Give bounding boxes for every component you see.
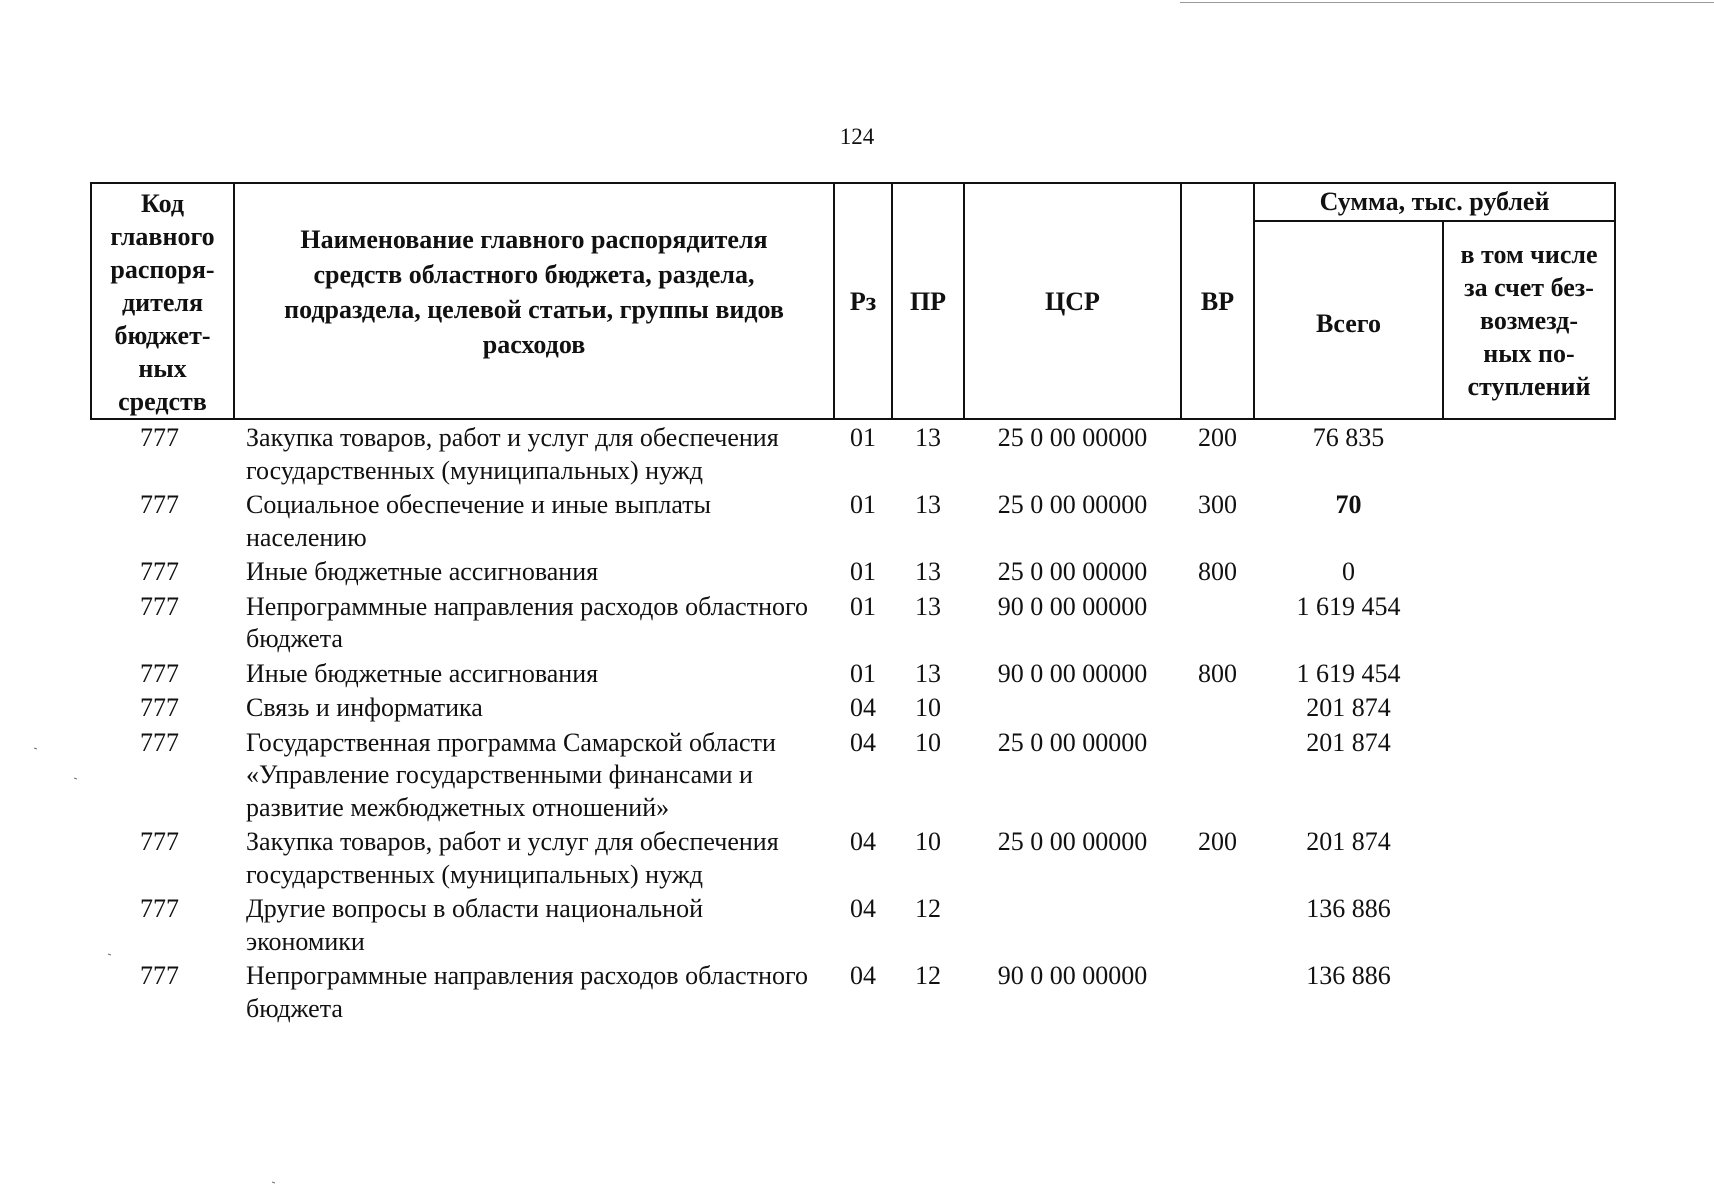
cell-pr: 10 xyxy=(915,727,941,757)
cell-free xyxy=(1443,824,1615,891)
table-row xyxy=(91,554,1615,589)
cell-rz: 01 xyxy=(850,490,876,519)
cell-vr: 200 xyxy=(1198,423,1237,452)
cell-code: 777 xyxy=(140,591,179,621)
cell-name: Закупка товаров, работ и услуг для обеспечения государственных (муниципальных) нужд xyxy=(246,423,779,485)
header-code: Код главного распоря- дителя бюджет- ных средств xyxy=(91,183,234,419)
cell-vr xyxy=(1181,891,1254,958)
cell-rz: 04 xyxy=(850,894,876,923)
cell-pr: 12 xyxy=(915,894,941,923)
header-row xyxy=(91,183,1615,221)
cell-code: 777 xyxy=(140,894,179,923)
budget-table xyxy=(90,182,1616,1025)
cell-free xyxy=(1443,690,1615,725)
cell-code: 777 xyxy=(140,727,179,757)
cell-free xyxy=(1443,419,1615,487)
cell-total: 136 886 xyxy=(1306,894,1391,923)
cell-csr: 90 0 00 00000 xyxy=(997,658,1148,688)
header-name: Наименование главного распорядителя средств областного бюджета, раздела, подраздела, целевой статьи, группы видов расходов xyxy=(234,183,834,419)
cell-rz: 01 xyxy=(850,658,876,688)
cell-code: 777 xyxy=(140,557,179,586)
table-row xyxy=(91,891,1615,958)
header-free: в том числе за счет без- возмезд- ных по- ступлений xyxy=(1443,221,1615,419)
cell-vr: 300 xyxy=(1198,490,1237,519)
cell-pr: 13 xyxy=(915,423,941,452)
table-row xyxy=(91,419,1615,487)
cell-total: 201 874 xyxy=(1306,727,1391,757)
cell-csr: 25 0 00 00000 xyxy=(997,557,1148,586)
cell-vr: 200 xyxy=(1198,827,1237,856)
cell-free xyxy=(1443,554,1615,589)
scan-speck xyxy=(34,748,37,750)
cell-total: 0 xyxy=(1342,557,1355,586)
table-header xyxy=(91,183,1615,419)
header-csr: ЦСР xyxy=(964,183,1181,419)
cell-free xyxy=(1443,656,1615,691)
table-row xyxy=(91,725,1615,825)
cell-total: 136 886 xyxy=(1306,961,1391,990)
cell-vr xyxy=(1181,690,1254,725)
cell-rz: 04 xyxy=(850,961,876,990)
page-number: 124 xyxy=(839,124,875,149)
cell-pr: 12 xyxy=(915,961,941,990)
scan-edge-line xyxy=(1180,2,1714,3)
cell-free xyxy=(1443,891,1615,958)
table-row xyxy=(91,690,1615,725)
cell-name: Иные бюджетные ассигнования xyxy=(246,658,599,688)
header-rz: Рз xyxy=(834,183,892,419)
cell-csr: 25 0 00 00000 xyxy=(997,827,1148,856)
cell-csr xyxy=(964,891,1181,958)
cell-name: Иные бюджетные ассигнования xyxy=(246,557,599,586)
scan-speck xyxy=(74,778,77,780)
cell-total: 1 619 454 xyxy=(1296,658,1401,688)
cell-pr: 10 xyxy=(915,693,941,722)
cell-code: 777 xyxy=(140,693,179,722)
cell-code: 777 xyxy=(140,490,179,519)
cell-name: Связь и информатика xyxy=(246,693,483,722)
header-pr: ПР xyxy=(892,183,964,419)
table-row xyxy=(91,656,1615,691)
cell-code: 777 xyxy=(140,658,179,688)
cell-csr xyxy=(964,690,1181,725)
cell-pr: 13 xyxy=(915,658,941,688)
cell-pr: 13 xyxy=(915,557,941,586)
table-row xyxy=(91,487,1615,554)
cell-code: 777 xyxy=(140,961,179,990)
cell-total: 1 619 454 xyxy=(1296,591,1401,621)
cell-name: Закупка товаров, работ и услуг для обеспечения государственных (муниципальных) нужд xyxy=(246,827,779,889)
cell-total: 76 835 xyxy=(1312,423,1385,452)
cell-name: Непрограммные направления расходов областного бюджета xyxy=(246,961,808,1023)
cell-rz: 01 xyxy=(850,557,876,586)
cell-csr: 25 0 00 00000 xyxy=(997,423,1148,452)
cell-name: Государственная программа Самарской области «Управление государственными финансами и развитие межбюджетных отношений» xyxy=(246,727,776,822)
cell-csr: 90 0 00 00000 xyxy=(997,591,1148,621)
cell-csr: 25 0 00 00000 xyxy=(997,727,1148,757)
cell-code: 777 xyxy=(140,423,179,452)
cell-vr xyxy=(1181,725,1254,825)
cell-rz: 01 xyxy=(850,423,876,452)
cell-name: Другие вопросы в области национальной экономики xyxy=(246,894,703,956)
table-row xyxy=(91,824,1615,891)
cell-total: 201 874 xyxy=(1306,693,1391,722)
cell-rz: 04 xyxy=(850,693,876,722)
cell-name: Непрограммные направления расходов областного бюджета xyxy=(246,591,808,653)
header-vr: ВР xyxy=(1181,183,1254,419)
cell-pr: 10 xyxy=(915,827,941,856)
header-sum-group: Сумма, тыс. рублей xyxy=(1254,183,1615,221)
cell-csr: 90 0 00 00000 xyxy=(997,961,1148,990)
table-body xyxy=(91,419,1615,1025)
cell-csr: 25 0 00 00000 xyxy=(997,490,1148,519)
cell-code: 777 xyxy=(140,827,179,856)
table-row xyxy=(91,958,1615,1025)
cell-rz: 04 xyxy=(850,827,876,856)
cell-free xyxy=(1443,725,1615,825)
table-row xyxy=(91,589,1615,656)
cell-vr xyxy=(1181,958,1254,1025)
cell-vr xyxy=(1181,589,1254,656)
cell-name: Социальное обеспечение и иные выплаты населению xyxy=(246,490,712,552)
cell-total: 201 874 xyxy=(1306,827,1391,856)
cell-pr: 13 xyxy=(915,591,941,621)
cell-rz: 04 xyxy=(850,727,876,757)
cell-free xyxy=(1443,589,1615,656)
cell-pr: 13 xyxy=(915,490,941,519)
scan-speck xyxy=(272,1182,275,1184)
cell-vr: 800 xyxy=(1198,658,1237,688)
cell-rz: 01 xyxy=(850,591,876,621)
cell-vr: 800 xyxy=(1198,557,1237,586)
cell-total: 70 xyxy=(1335,490,1362,519)
cell-free xyxy=(1443,958,1615,1025)
cell-free xyxy=(1443,487,1615,554)
header-total: Всего xyxy=(1254,221,1443,419)
